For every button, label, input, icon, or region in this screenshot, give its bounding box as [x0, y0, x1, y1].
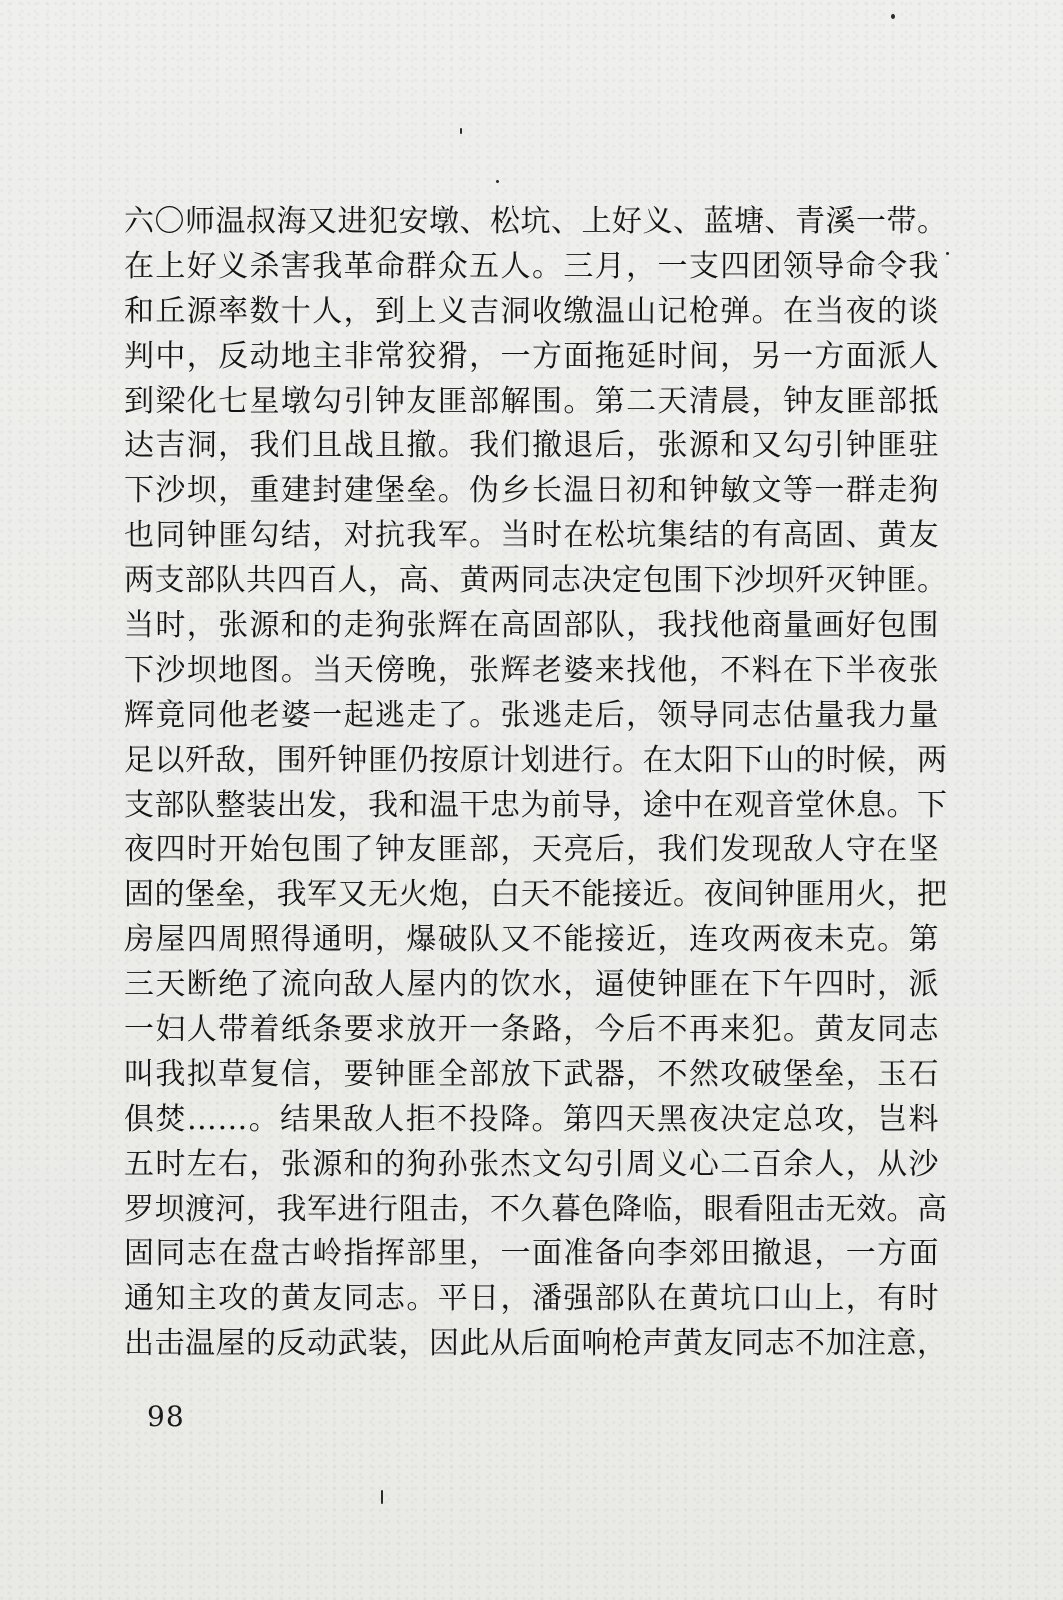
text-line: 六〇师温叔海又进犯安墩、松坑、上好义、蓝塘、青溪一带。	[124, 204, 948, 239]
text-line: 固同志在盘古岭指挥部里，一面准备向李郊田撤退，一方面	[124, 1236, 939, 1272]
text-line: 下沙坝，重建封建堡垒。伪乡长温日初和钟敏文等一群走狗	[124, 473, 939, 509]
text-line: 夜四时开始包围了钟友匪部，天亮后，我们发现敌人守在坚	[124, 832, 939, 868]
text-line: 到梁化七星墩勾引钟友匪部解围。第二天清晨，钟友匪部抵	[124, 383, 939, 419]
scan-speck	[496, 180, 499, 183]
body-text	[124, 200, 948, 1367]
text-line: 一妇人带着纸条要求放开一条路，今后不再来犯。黄友同志	[124, 1012, 939, 1048]
text-line: 叫我拟草复信，要钟匪全部放下武器，不然攻破堡垒，玉石	[124, 1056, 939, 1092]
text-line: 判中，反动地主非常狡猾，一方面拖延时间，另一方面派人	[124, 338, 939, 374]
text-line: 支部队整装出发，我和温干忠为前导，途中在观音堂休息。下	[124, 787, 948, 823]
scan-speck	[381, 1490, 383, 1504]
scan-speck	[946, 252, 949, 255]
text-line: 俱焚……。结果敌人拒不投降。第四天黑夜决定总攻，岂料	[124, 1101, 939, 1137]
text-line: 通知主攻的黄友同志。平日，潘强部队在黄坑口山上，有时	[124, 1281, 939, 1317]
text-line: 达吉洞，我们且战且撤。我们撤退后，张源和又勾引钟匪驻	[124, 428, 939, 464]
text-line: 五时左右，张源和的狗孙张杰文勾引周义心二百余人，从沙	[124, 1146, 939, 1182]
text-line: 出击温屋的反动武装，因此从后面响枪声黄友同志不加注意，	[124, 1326, 948, 1362]
text-line: 辉竟同他老婆一起逃走了。张逃走后，领导同志估量我力量	[124, 697, 939, 733]
scan-speck	[891, 14, 895, 19]
text-line: 也同钟匪勾结，对抗我军。当时在松坑集结的有高固、黄友	[124, 518, 939, 554]
text-line: 固的堡垒，我军又无火炮，白天不能接近。夜间钟匪用火，把	[124, 877, 948, 913]
text-line: 三天断绝了流向敌人屋内的饮水，逼使钟匪在下午四时，派	[124, 967, 939, 1003]
text-line: 两支部队共四百人，高、黄两同志决定包围下沙坝歼灭钟匪。	[124, 563, 948, 599]
text-line: 足以歼敌，围歼钟匪仍按原计划进行。在太阳下山的时候，两	[124, 742, 948, 778]
text-line: 在上好义杀害我革命群众五人。三月，一支四团领导命令我	[124, 248, 939, 284]
page-number: 98	[147, 1400, 185, 1433]
text-line: 当时，张源和的走狗张辉在高固部队，我找他商量画好包围	[124, 608, 939, 644]
text-line: 罗坝渡河，我军进行阻击，不久暮色降临，眼看阻击无效。高	[124, 1191, 948, 1227]
text-line: 下沙坝地图。当天傍晚，张辉老婆来找他，不料在下半夜张	[124, 652, 939, 688]
scan-speck	[460, 128, 462, 134]
text-line: 房屋四周照得通明，爆破队又不能接近，连攻两夜未克。第	[124, 922, 939, 958]
text-line: 和丘源率数十人，到上义吉洞收缴温山记枪弹。在当夜的谈	[124, 293, 939, 329]
